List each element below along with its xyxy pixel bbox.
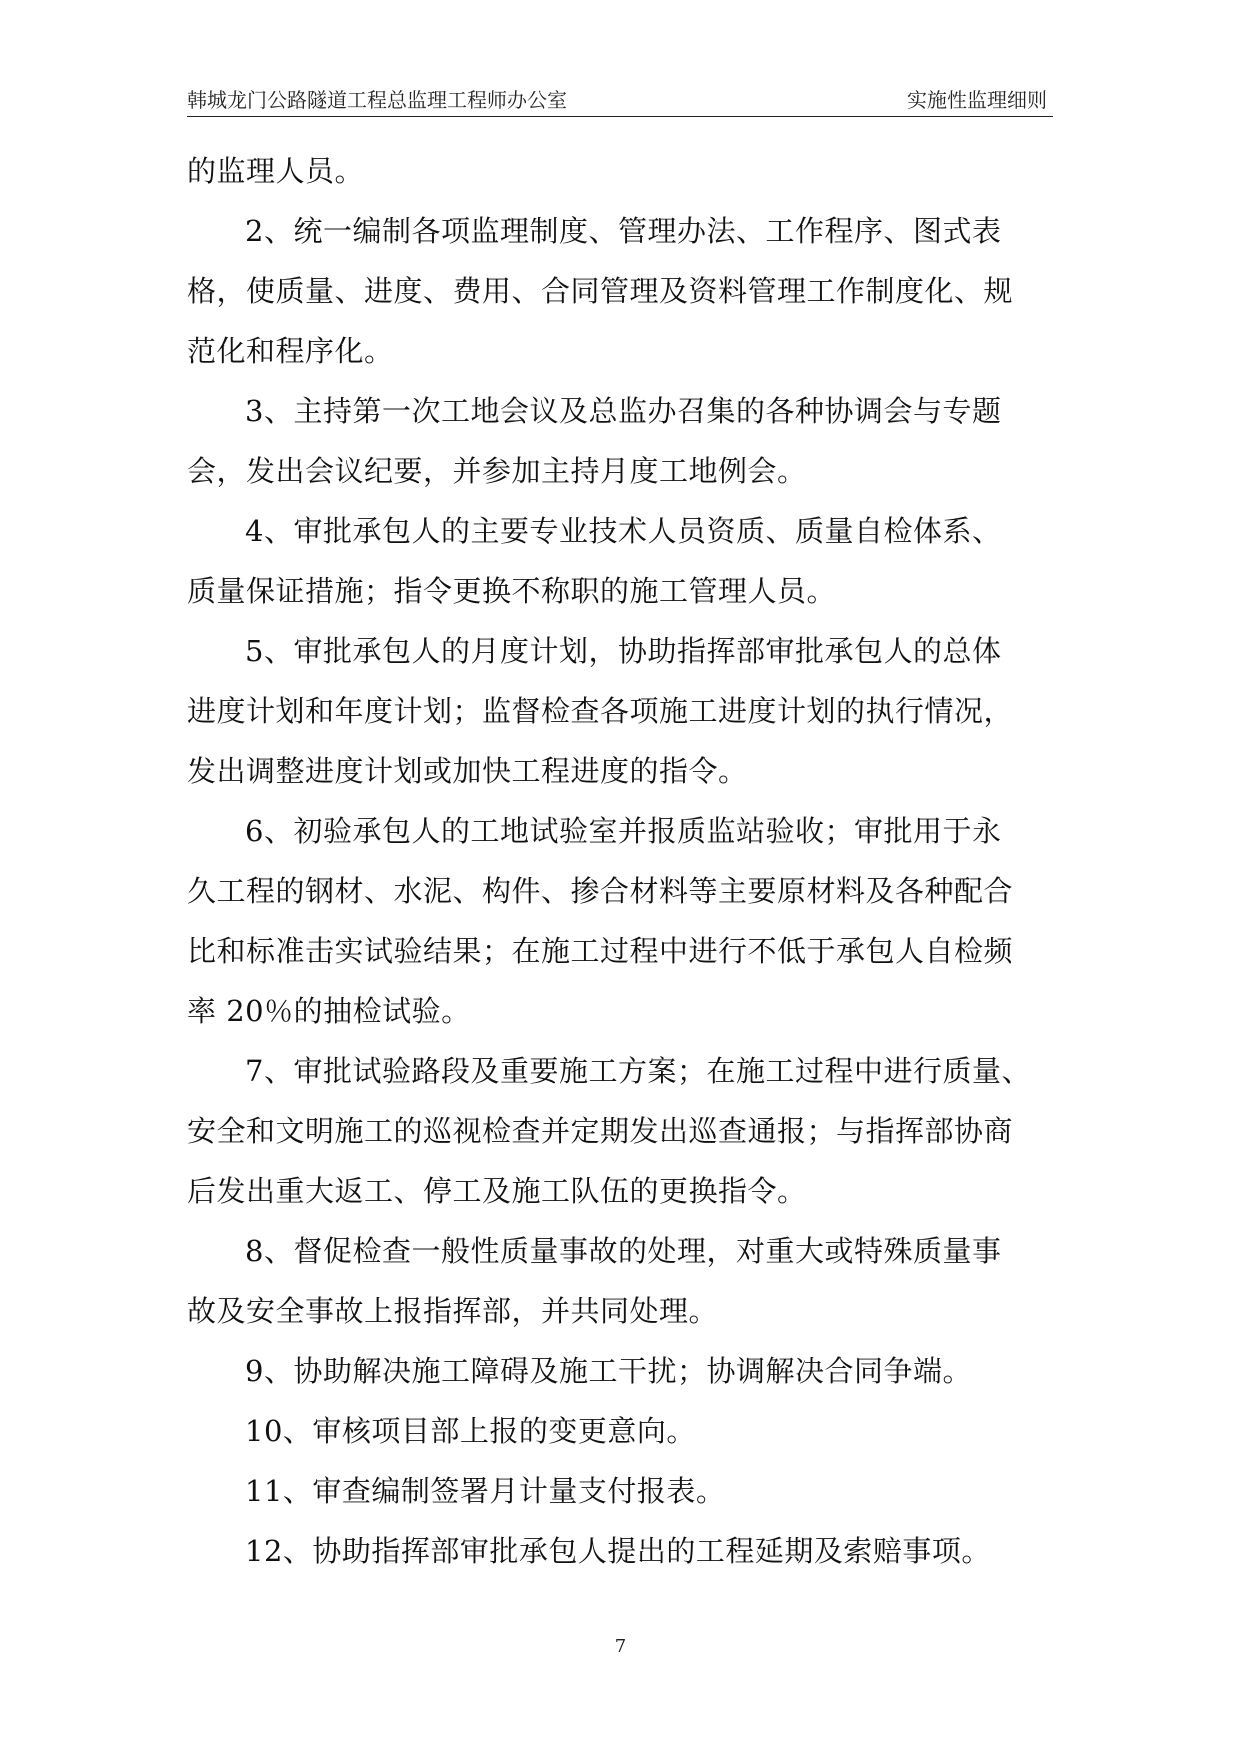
text-line: 发出调整进度计划或加快工程进度的指令。 (187, 754, 748, 788)
text-line: 3、主持第一次工地会议及总监办召集的各种协调会与专题 (245, 394, 1002, 428)
text-line: 进度计划和年度计划；监督检查各项施工进度计划的执行情况， (187, 694, 1014, 728)
text-line: 久工程的钢材、水泥、构件、掺合材料等主要原材料及各种配合 (187, 874, 1014, 908)
text-line: 2、统一编制各项监理制度、管理办法、工作程序、图式表 (245, 214, 1002, 248)
text-line: 会，发出会议纪要，并参加主持月度工地例会。 (187, 454, 807, 488)
text-line: 11、审查编制签署月计量支付报表。 (245, 1474, 726, 1508)
text-line: 范化和程序化。 (187, 334, 394, 368)
text-line: 质量保证措施；指令更换不称职的施工管理人员。 (187, 574, 837, 608)
text-line: 5、审批承包人的月度计划，协助指挥部审批承包人的总体 (245, 634, 1002, 668)
text-line: 4、审批承包人的主要专业技术人员资质、质量自检体系、 (245, 514, 1002, 548)
text-line: 安全和文明施工的巡视检查并定期发出巡查通报；与指挥部协商 (187, 1114, 1014, 1148)
text-line: 比和标准击实试验结果；在施工过程中进行不低于承包人自检频 (187, 934, 1014, 968)
text-line: 12、协助指挥部审批承包人提出的工程延期及索赔事项。 (245, 1534, 991, 1568)
text-line: 的监理人员。 (187, 154, 365, 188)
body-text (187, 150, 1053, 1590)
text-line: 率 20％的抽检试验。 (187, 994, 471, 1028)
text-line: 6、初验承包人的工地试验室并报质监站验收；审批用于永 (245, 814, 1002, 848)
page-header (187, 88, 1053, 117)
text-line: 后发出重大返工、停工及施工队伍的更换指令。 (187, 1174, 807, 1208)
text-line: 10、审核项目部上报的变更意向。 (245, 1414, 696, 1448)
text-line: 7、审批试验路段及重要施工方案；在施工过程中进行质量、 (245, 1054, 1031, 1088)
text-line: 8、督促检查一般性质量事故的处理，对重大或特殊质量事 (245, 1234, 1002, 1268)
text-line: 故及安全事故上报指挥部，并共同处理。 (187, 1294, 719, 1328)
text-line: 9、协助解决施工障碍及施工干扰；协调解决合同争端。 (245, 1354, 972, 1388)
header-organization: 韩城龙门公路隧道工程总监理工程师办公室 (187, 88, 567, 112)
page-number: 7 (614, 1636, 627, 1657)
text-line: 格，使质量、进度、费用、合同管理及资料管理工作制度化、规 (187, 274, 1014, 308)
header-document-title: 实施性监理细则 (907, 88, 1047, 112)
